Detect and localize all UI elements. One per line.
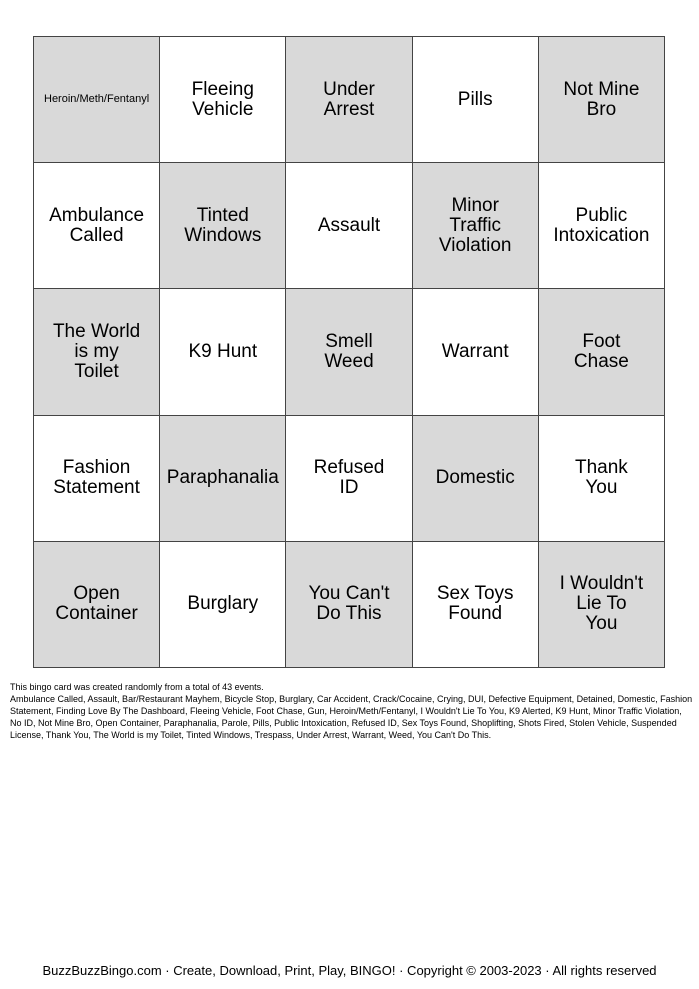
bingo-cell[interactable]: Minor Traffic Violation [413,163,539,289]
bingo-cell[interactable]: Assault [286,163,412,289]
bingo-cell[interactable]: Not Mine Bro [539,37,665,163]
bingo-cell[interactable]: The World is my Toilet [34,289,160,415]
bingo-cell[interactable]: Warrant [413,289,539,415]
event-count-summary: This bingo card was created randomly from a total of 43 events. [10,682,264,692]
copyright-line: BuzzBuzzBingo.com · Create, Download, Print, Play, BINGO! · Copyright © 2003-2023 · All rights reserved [42,963,657,978]
bingo-cell[interactable]: Refused ID [286,416,412,542]
bingo-cell[interactable]: Fleeing Vehicle [160,37,286,163]
bingo-cell[interactable]: Fashion Statement [34,416,160,542]
bingo-cell[interactable]: Thank You [539,416,665,542]
bingo-cell[interactable]: Heroin/Meth/Fentanyl [34,37,160,163]
bingo-cell[interactable]: Pills [413,37,539,163]
bingo-cell[interactable]: Foot Chase [539,289,665,415]
bingo-cell[interactable]: Open Container [34,542,160,668]
bingo-cell[interactable]: You Can't Do This [286,542,412,668]
bingo-cell[interactable]: Ambulance Called [34,163,160,289]
bingo-cell[interactable]: Under Arrest [286,37,412,163]
bingo-card-grid [33,36,665,668]
bingo-cell[interactable]: I Wouldn't Lie To You [539,542,665,668]
event-list-footer [10,681,694,741]
bingo-cell[interactable]: Burglary [160,542,286,668]
bingo-cell[interactable]: Public Intoxication [539,163,665,289]
bingo-cell[interactable]: Domestic [413,416,539,542]
bingo-cell[interactable]: Tinted Windows [160,163,286,289]
event-list: Ambulance Called, Assault, Bar/Restaurant Mayhem, Bicycle Stop, Burglary, Car Accident, Crack/Cocaine, Crying, DUI, Defective Equipment, Detained, Domestic, Fashion Statement, Finding Love By The Dashboard, Fleeing Vehicle, Foot Chase, Gun, Heroin/Meth/Fentanyl, I Wouldn't Lie To You, K9 Alerted, K9 Hunt, Minor Traffic Violation, No ID, Not Mine Bro, Open Container, Paraphanalia, Parole, Pills, Public Intoxication, Refused ID, Sex Toys Found, Shoplifting, Shots Fired, Stolen Vehicle, Suspended License, Thank You, The World is my Toilet, Tinted Windows, Trespass, Under Arrest, Warrant, Weed, You Can't Do This. [10,694,693,740]
bingo-cell[interactable]: Paraphanalia [160,416,286,542]
bingo-cell[interactable]: Sex Toys Found [413,542,539,668]
bingo-cell[interactable]: K9 Hunt [160,289,286,415]
bingo-cell[interactable]: Smell Weed [286,289,412,415]
